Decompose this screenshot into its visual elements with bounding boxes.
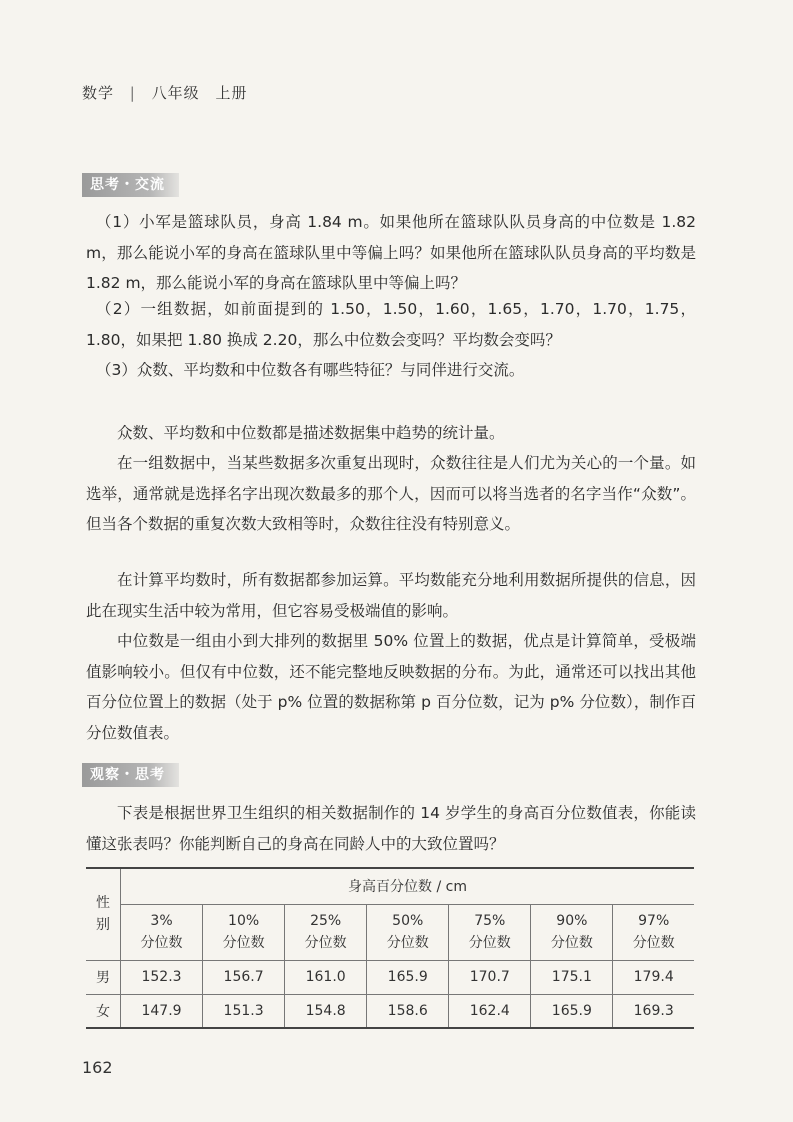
question-1: （1）小军是篮球队员，身高 1.84 m。如果他所在篮球队队员身高的中位数是 1.82 m，那么能说小军的身高在篮球队里中等偏上吗？如果他所在篮球队队员身高的平均数是 1.82 m，那么能说小军的身高在篮球队里中等偏上吗？ xyxy=(86,213,696,292)
header-grade: 八年级 xyxy=(151,84,200,102)
column-header: 25% 分位数 xyxy=(285,904,367,960)
table-cell: 156.7 xyxy=(203,960,285,994)
row-sex-label: 女 xyxy=(86,994,121,1028)
sex-header: 性别 xyxy=(86,868,121,960)
table-cell: 147.9 xyxy=(121,994,203,1028)
column-header: 10% 分位数 xyxy=(203,904,285,960)
table-intro: 下表是根据世界卫生组织的相关数据制作的 14 岁学生的身高百分位数值表，你能读懂这张表吗？你能判断自己的身高在同龄人中的大致位置吗？ xyxy=(86,804,696,853)
header-separator: | xyxy=(129,84,136,102)
table-cell: 161.0 xyxy=(285,960,367,994)
table-cell: 169.3 xyxy=(613,994,694,1028)
column-header: 97% 分位数 xyxy=(613,904,694,960)
section-tag-think-discuss: 思考・交流 xyxy=(82,173,179,197)
table-row-male xyxy=(86,960,694,994)
table-cell: 165.9 xyxy=(367,960,449,994)
column-header: 3% 分位数 xyxy=(121,904,203,960)
table-row-female xyxy=(86,994,694,1028)
paragraph-intro: 众数、平均数和中位数都是描述数据集中趋势的统计量。 xyxy=(117,424,505,442)
percentile-group-header: 身高百分位数 / cm xyxy=(121,868,695,904)
page-number: 162 xyxy=(82,1058,113,1077)
table-cell: 162.4 xyxy=(449,994,531,1028)
paragraph-mean: 在计算平均数时，所有数据都参加运算。平均数能充分地利用数据所提供的信息，因此在现实生活中较为常用，但它容易受极端值的影响。 xyxy=(86,571,696,620)
table-cell: 158.6 xyxy=(367,994,449,1028)
table-cell: 151.3 xyxy=(203,994,285,1028)
table-cell: 165.9 xyxy=(531,994,613,1028)
column-header: 50% 分位数 xyxy=(367,904,449,960)
paragraph-median: 中位数是一组由小到大排列的数据里 50% 位置上的数据，优点是计算简单，受极端值影响较小。但仅有中位数，还不能完整地反映数据的分布。为此，通常还可以找出其他百分位位置上的数据（处于 p% 位置的数据称第 p 百分位数，记为 p% 分位数），制作百分位数值表。 xyxy=(86,632,696,742)
header-subject: 数学 xyxy=(82,84,115,102)
table-cell: 154.8 xyxy=(285,994,367,1028)
section-tag-observe-think: 观察・思考 xyxy=(82,763,179,787)
table-cell: 175.1 xyxy=(531,960,613,994)
table-cell: 179.4 xyxy=(613,960,694,994)
question-3: （3）众数、平均数和中位数各有哪些特征？与同伴进行交流。 xyxy=(96,361,525,379)
percentile-table xyxy=(86,867,694,1029)
percentile-column-headers xyxy=(86,904,694,960)
column-header: 75% 分位数 xyxy=(449,904,531,960)
table-cell: 152.3 xyxy=(121,960,203,994)
row-sex-label: 男 xyxy=(86,960,121,994)
table-cell: 170.7 xyxy=(449,960,531,994)
column-header: 90% 分位数 xyxy=(531,904,613,960)
question-2: （2）一组数据，如前面提到的 1.50，1.50，1.60，1.65，1.70，1.70，1.75，1.80，如果把 1.80 换成 2.20，那么中位数会变吗？平均数会变吗？ xyxy=(86,300,696,349)
running-header xyxy=(82,82,247,103)
paragraph-mode: 在一组数据中，当某些数据多次重复出现时，众数往往是人们尤为关心的一个量。如选举，通常就是选择名字出现次数最多的那个人，因而可以将当选者的名字当作“众数”。但当各个数据的重复次数大致相等时，众数往往没有特别意义。 xyxy=(86,454,696,533)
header-volume: 上册 xyxy=(215,84,248,102)
